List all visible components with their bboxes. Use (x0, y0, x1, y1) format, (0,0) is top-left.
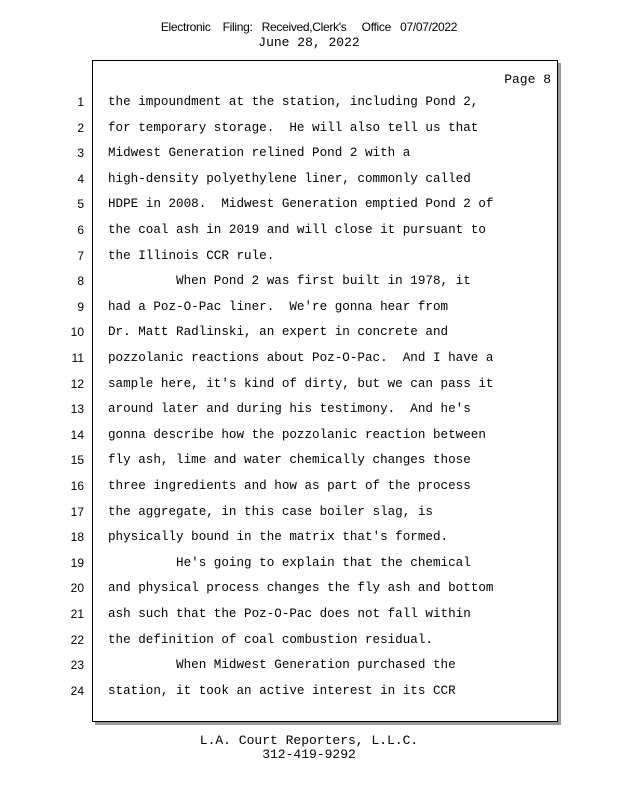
transcript-line: the aggregate, in this case boiler slag, is (108, 504, 433, 519)
transcript-line: When Midwest Generation purchased the (108, 658, 456, 673)
transcript-line: pozzolanic reactions about Poz-O-Pac. And I have a (108, 351, 494, 365)
line-number: 15 (70, 453, 84, 468)
line-number: 16 (70, 479, 84, 493)
line-number: 11 (71, 351, 84, 365)
line-number: 13 (70, 402, 84, 417)
transcript-line: and physical process changes the fly ash and bottom (108, 581, 494, 596)
transcript-line: Dr. Matt Radlinski, an expert in concrete and (108, 325, 449, 340)
line-number: 8 (77, 274, 84, 289)
transcript-line: around later and during his testimony. And he's (108, 402, 471, 417)
transcript-line: ash such that the Poz-O-Pac does not fall within (108, 607, 471, 621)
line-number: 23 (70, 658, 84, 673)
line-number: 3 (77, 146, 84, 161)
line-number: 12 (70, 376, 84, 391)
line-number: 19 (70, 555, 84, 570)
filing-stamp: Electronic Filing: Received,Clerk's Office 07/07/2022 (160, 20, 458, 34)
line-number: 7 (77, 248, 84, 263)
transcript-line: fly ash, lime and water chemically changes those (108, 453, 471, 468)
transcript-date: June 28, 2022 (258, 35, 360, 50)
transcript-line: had a Poz-O-Pac liner. We're gonna hear from (108, 299, 449, 314)
line-number: 22 (70, 632, 84, 647)
transcript-line: the coal ash in 2019 and will close it pursuant to (108, 223, 486, 237)
transcript-line: high-density polyethylene liner, commonly called (108, 171, 471, 186)
line-number: 21 (70, 607, 84, 621)
line-number: 9 (77, 299, 84, 314)
transcript-line: Midwest Generation relined Pond 2 with a (108, 146, 411, 161)
line-number: 14 (70, 427, 84, 442)
transcript-line: HDPE in 2008. Midwest Generation emptied Pond 2 of (108, 197, 494, 212)
line-number: 20 (70, 581, 84, 596)
page-number: Page 8 (504, 72, 551, 87)
transcript-line: three ingredients and how as part of the process (108, 479, 471, 493)
line-number: 5 (77, 197, 84, 212)
line-number: 2 (77, 120, 84, 135)
court-reporter-phone: 312-419-9292 (262, 747, 356, 762)
transcript-line: He's going to explain that the chemical (108, 555, 471, 570)
line-number: 4 (77, 171, 84, 186)
transcript-line: station, it took an active interest in its CCR (108, 683, 456, 698)
transcript-line: the impoundment at the station, including Pond 2, (108, 95, 479, 109)
line-number: 17 (70, 504, 84, 519)
transcript-line: gonna describe how the pozzolanic reaction between (108, 427, 486, 442)
transcript-line: for temporary storage. He will also tell us that (108, 120, 479, 135)
line-number: 18 (70, 530, 84, 545)
transcript-line: When Pond 2 was first built in 1978, it (108, 274, 471, 289)
transcript-line: physically bound in the matrix that's formed. (108, 530, 449, 545)
transcript-line: the definition of coal combustion residual. (108, 632, 433, 647)
court-reporter-name: L.A. Court Reporters, L.L.C. (199, 733, 419, 748)
line-number: 24 (70, 683, 84, 698)
line-number: 10 (70, 325, 84, 340)
transcript-line: the Illinois CCR rule. (108, 248, 275, 263)
transcript-line: sample here, it's kind of dirty, but we can pass it (108, 376, 494, 391)
line-number: 6 (77, 223, 84, 237)
line-number: 1 (77, 95, 84, 109)
